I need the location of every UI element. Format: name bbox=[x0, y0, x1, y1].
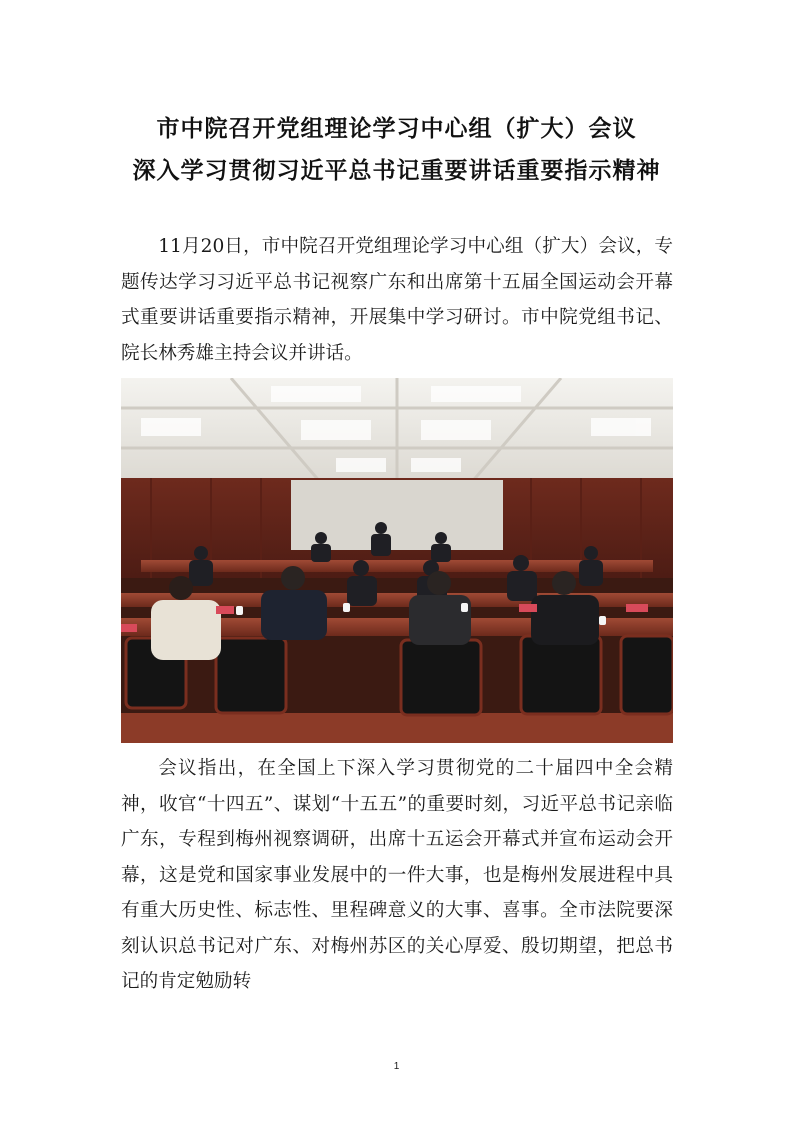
paragraph-intro: 11月20日，市中院召开党组理论学习中心组（扩大）会议，专题传达学习习近平总书记视察广东和出席第十五届全国运动会开幕式重要讲话重要指示精神，开展集中学习研讨。市中院党组书记、院长林秀雄主持会议并讲话。 bbox=[121, 236, 673, 364]
paragraph-main: 会议指出，在全国上下深入学习贯彻党的二十届四中全会精神，收官“十四五”、谋划“十五五”的重要时刻，习近平总书记亲临广东，专程到梅州视察调研，出席十五运会开幕式并宣布运动会开幕，这是党和国家事业发展中的一件大事，也是梅州发展进程中具有重大历史性、标志性、里程碑意义的大事、喜事。全市法院要深刻认识总书记对广东、对梅州苏区的关心厚爱、殷切期望，把总书记的肯定勉励转 bbox=[121, 758, 673, 992]
page-number: 1 bbox=[393, 1061, 400, 1072]
document-title-line-1: 市中院召开党组理论学习中心组（扩大）会议 bbox=[156, 116, 637, 142]
document-title-line-2: 深入学习贯彻习近平总书记重要讲话重要指示精神 bbox=[132, 158, 661, 184]
meeting-photo bbox=[121, 378, 673, 743]
